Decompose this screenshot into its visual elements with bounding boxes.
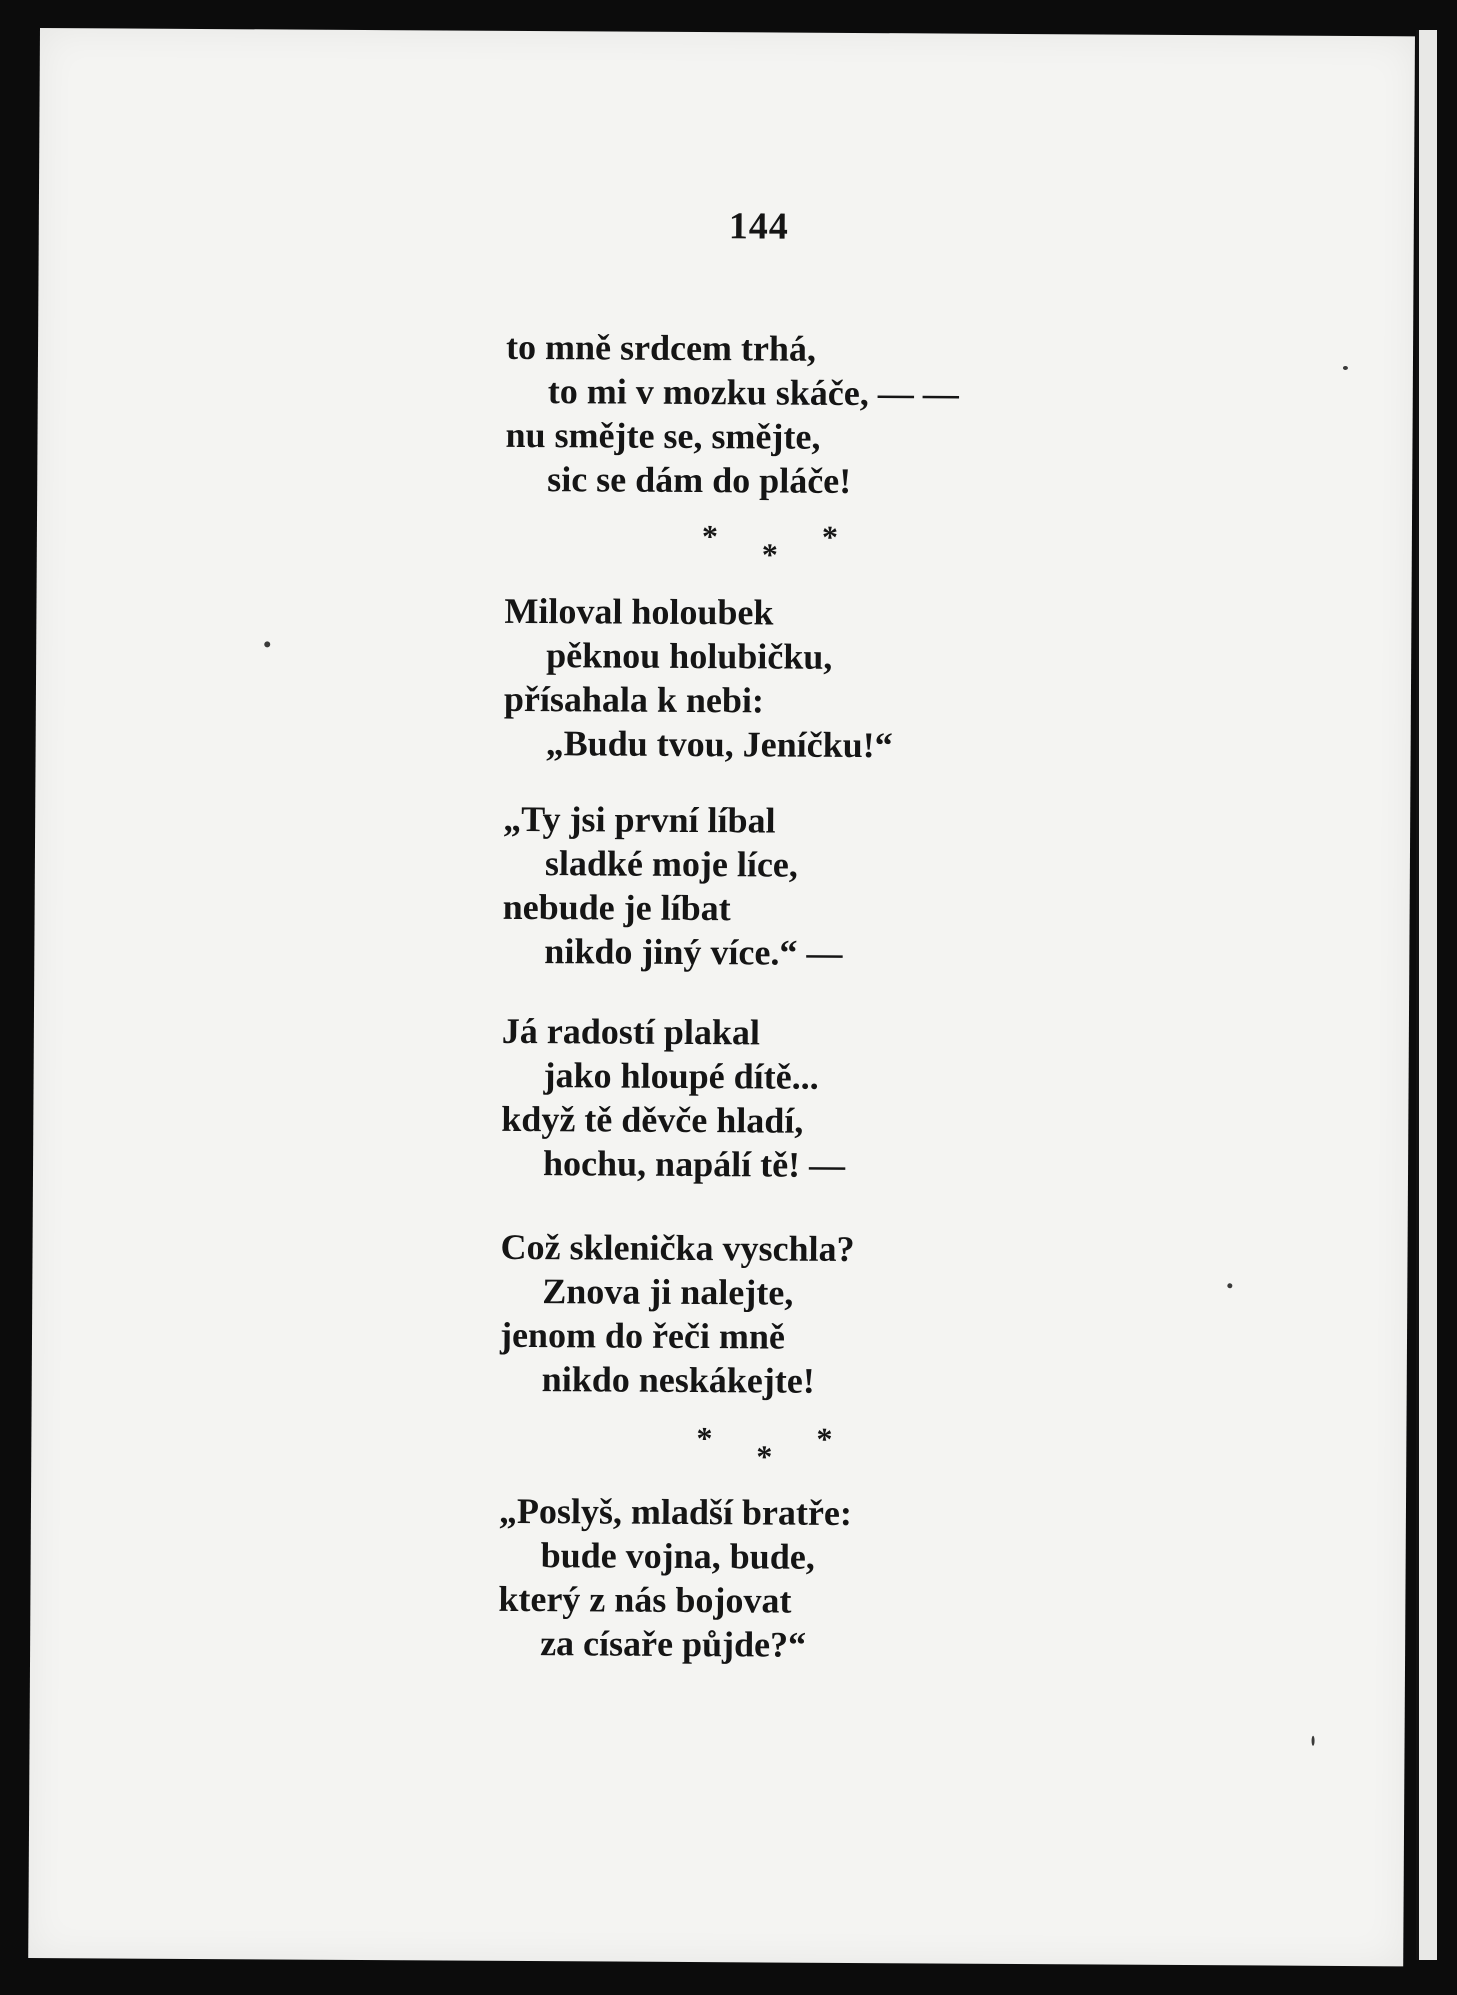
- poem-line: pěknou holubičku,: [546, 635, 833, 677]
- poem-line: Já radostí plakal: [501, 1010, 761, 1053]
- poem-line: to mi v mozku skáče, — —: [547, 371, 959, 414]
- separator-star: *: [696, 1420, 713, 1457]
- poem-line: nu smějte se, smějte,: [505, 414, 821, 457]
- poem-line: jako hloupé dítě...: [543, 1055, 819, 1097]
- asterism-separator: [702, 520, 852, 581]
- separator-star: *: [761, 536, 778, 573]
- separator-star: *: [701, 518, 719, 555]
- poem-line: „Ty jsi první líbal: [503, 798, 776, 841]
- poem-line: to mně srdcem trhá,: [505, 326, 817, 369]
- separator-star: *: [756, 1438, 773, 1475]
- asterism-separator: [696, 1422, 846, 1483]
- poem-line: když tě děvče hladí,: [501, 1098, 804, 1141]
- scan-speck: [1312, 1736, 1315, 1746]
- poem-line: „Poslyš, mladší bratře:: [498, 1490, 853, 1533]
- book-page: [28, 28, 1415, 1966]
- poem-line: sic se dám do pláče!: [547, 459, 852, 501]
- scan-speck: [1343, 366, 1348, 370]
- poem-line: bude vojna, bude,: [540, 1535, 815, 1577]
- poem-line: hochu, napálí tě! —: [542, 1143, 846, 1185]
- poem-line: Znova ji nalejte,: [542, 1271, 794, 1313]
- poem-line: Miloval holoubek: [504, 590, 774, 633]
- scan-speck: [1227, 1283, 1232, 1288]
- poem-line: za císaře půjde?“: [540, 1623, 807, 1665]
- poem-line: nikdo jiný více.“ —: [544, 931, 843, 973]
- page-number: 144: [728, 205, 789, 248]
- poem-line: Což sklenička vyschla?: [500, 1226, 855, 1269]
- page-edge: [1416, 30, 1437, 1960]
- separator-star: *: [816, 1420, 833, 1457]
- poem-line: nebude je líbat: [502, 886, 731, 929]
- poem-line: „Budu tvou, Jeníčku!“: [545, 723, 893, 766]
- poem-line: sladké moje líce,: [544, 843, 798, 885]
- page-content: [28, 28, 1415, 1966]
- poem-line: nikdo neskákejte!: [541, 1359, 815, 1401]
- separator-star: *: [821, 518, 839, 555]
- poem-line: který z nás bojovat: [498, 1578, 792, 1621]
- poem-line: jenom do řeči mně: [499, 1314, 786, 1357]
- scan-speck: [264, 641, 270, 647]
- poem-line: přísahala k nebi:: [503, 678, 765, 721]
